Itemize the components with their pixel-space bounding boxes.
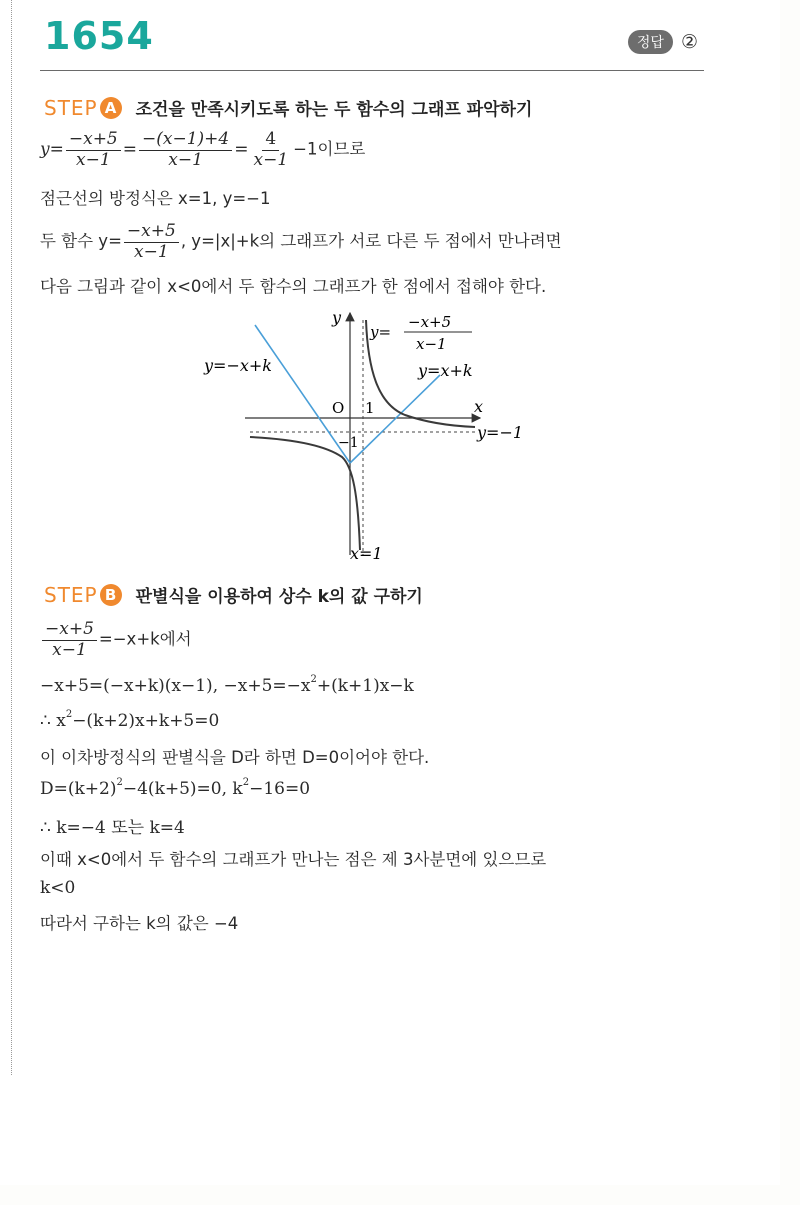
denominator: x−1 [134,241,169,262]
final-answer-text: 따라서 구하는 k의 값은 −4 [40,914,239,933]
fraction [250,130,291,170]
y-axis-label: y [332,308,342,327]
step-title: 판별식을 이용하여 상수 k의 값 구하기 [135,587,423,607]
curve-label-den: x−1 [416,335,447,353]
denominator: x−1 [52,639,87,660]
var-y: y [40,139,50,160]
step-label: STEP [44,95,98,120]
denominator: x−1 [75,149,111,170]
asymptote-text: 점근선의 방정식은 x=1, y=−1 [40,189,271,208]
denominator: x−1 [168,149,203,170]
numerator: −x+5 [66,130,121,151]
equation-line [40,620,192,660]
step-label: STEP [44,582,98,607]
answer-badge: 정답 [628,30,673,54]
v-asymptote-label: x=1 [350,544,383,563]
equation-line [40,711,219,731]
step-badge: A [100,97,122,119]
exponent: 2 [116,777,123,788]
margin-dotted-line [11,0,12,1075]
equation-line [40,130,365,170]
equals: = [49,139,64,160]
numerator: −x+5 [124,222,179,243]
answer-box [628,30,698,54]
numerator: 4 [262,130,279,151]
curve-label-pre: y= [370,323,392,341]
text: −(k+2)x+k+5=0 [72,711,220,731]
curve-label-num: −x+5 [408,313,452,331]
answer-value: ② [680,31,698,53]
numerator: −(x−1)+4 [139,130,232,151]
exponent: 2 [65,709,73,720]
x-axis-label: x [474,397,484,416]
fraction [124,222,179,262]
text: 두 함수 y= [40,231,122,251]
problem-number: 1654 [44,14,154,58]
x-one-label: 1 [365,399,375,417]
text: D=(k+2) [40,779,117,799]
fraction [42,620,97,660]
exponent: 2 [242,777,250,788]
numerator: −x+5 [42,620,97,641]
text: +(k+1)x−k [316,676,414,696]
step-badge: B [100,584,122,606]
text: −4(k+5)=0, k [122,779,243,799]
equation-tail: −1이므로 [293,139,366,159]
equation-line [40,676,414,696]
k-candidates: ∴ k=−4 또는 k=4 [40,818,185,838]
step-b-header [44,582,423,607]
right-line-label: y=x+k [418,361,473,380]
text: −16=0 [249,779,311,799]
h-asymptote-label: y=−1 [477,423,524,442]
denominator: x−1 [253,149,289,170]
intersection-condition [40,222,562,262]
discriminant-text: 이 이차방정식의 판별식을 D라 하면 D=0이어야 한다. [40,748,430,767]
text: , y=|x|+k의 그래프가 서로 다른 두 점에서 만나려면 [180,231,562,251]
tangent-condition: 다음 그림과 같이 x<0에서 두 함수의 그래프가 한 점에서 접해야 한다. [40,277,547,296]
text: −x+5=(−x+k)(x−1), −x+5=−x [40,676,311,696]
y-neg-one-label: −1 [338,435,359,451]
text: =−x+k에서 [98,629,192,649]
fraction [66,130,121,170]
function-graph [190,305,550,570]
text: ∴ x [40,711,66,731]
k-condition: k<0 [40,878,76,898]
fraction [139,130,232,170]
left-line-label: y=−x+k [204,356,272,375]
quadrant-text: 이때 x<0에서 두 함수의 그래프가 만나는 점은 제 3사분면에 있으므로 [40,850,547,869]
step-a-header [44,95,532,120]
equals: = [122,139,138,160]
exponent: 2 [310,674,317,685]
origin-label: O [332,399,345,417]
equals: = [234,139,249,160]
step-title: 조건을 만족시키도록 하는 두 함수의 그래프 파악하기 [135,100,533,120]
equation-line [40,779,310,799]
header-rule [40,70,704,71]
